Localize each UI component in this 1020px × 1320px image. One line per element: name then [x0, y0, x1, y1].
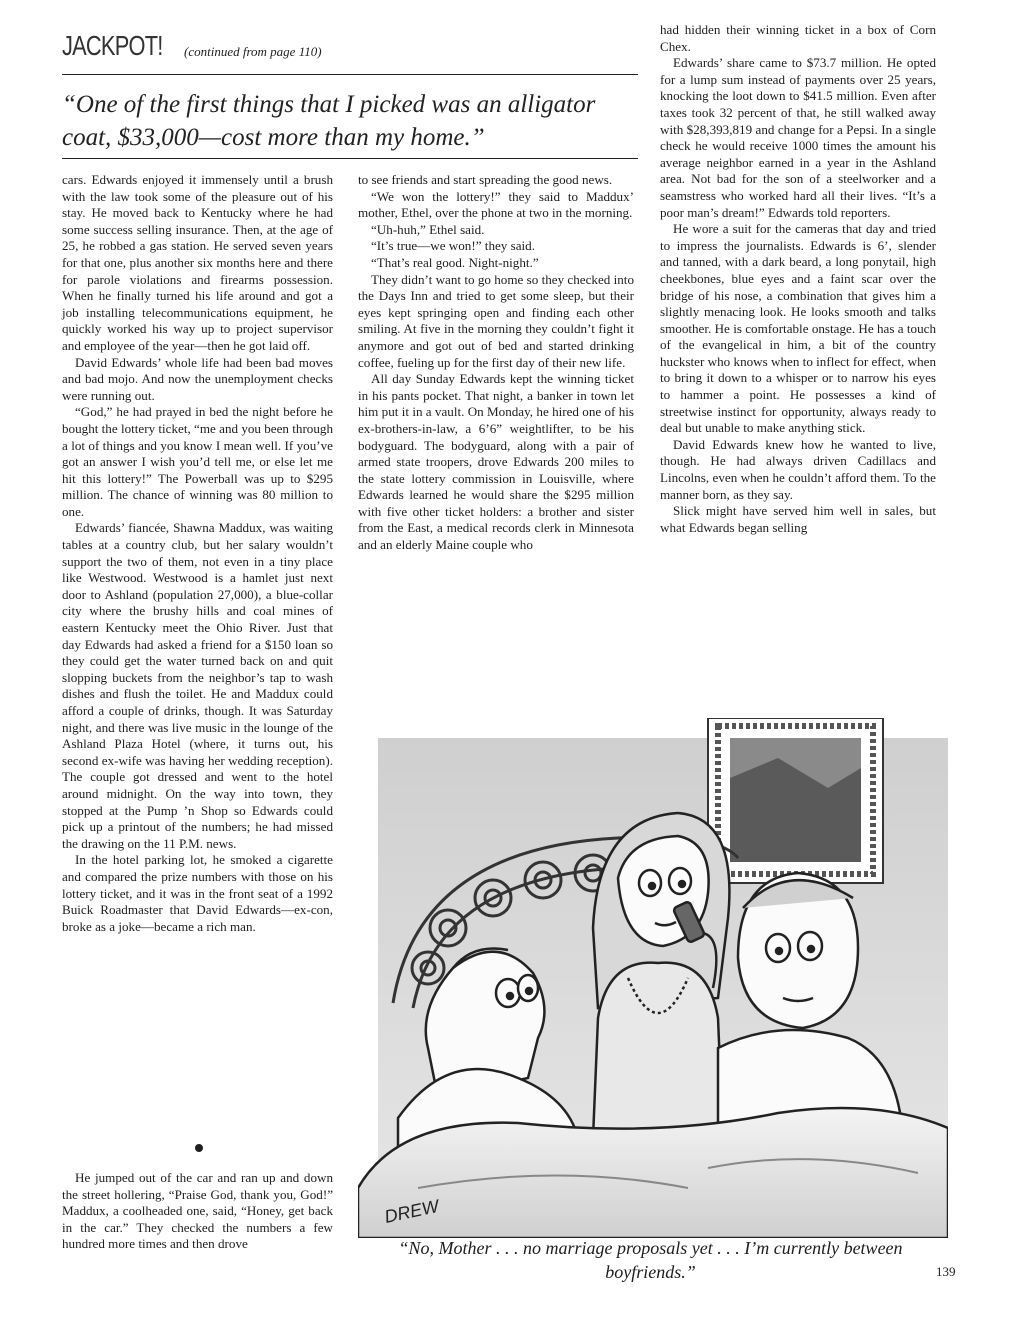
continued-note: (continued from page 110)	[184, 44, 322, 59]
paragraph: “It’s true—we won!” they said.	[371, 238, 535, 254]
cartoon-caption: “No, Mother . . . no marriage proposals yet . . . I’m currently between boyfriends.”	[398, 1238, 903, 1282]
paragraph: Edwards’ share came to $73.7 million. He opted for a lump sum instead of payments over 25 years, knocking the loot down to $41.5 million. Even after taxes took 32 percent of that, he still walked away with $28,393,819 and change for a Pepsi. In a single check he would receive 1000 times the amount his average neighbor earned in a year in the Ashland area. Not bad for the son of a steelworker and a seamstress who worked hard all their lives. “It’s a poor man’s dream!” Edwards told reporters.	[660, 55, 936, 220]
paragraph: In the hotel parking lot, he smoked a cigarette and compared the prize numbers with those on his lottery ticket, and it was in the front seat of a 1992 Buick Roadmaster that David Edwards—ex-con, broke as a joke—became a rich man.	[62, 852, 333, 934]
pull-quote-rule	[62, 158, 638, 159]
paragraph: All day Sunday Edwards kept the winning ticket in his pants pocket. That night, a banker in town let him put it in a vault. On Monday, he hired one of his ex-brothers-in-law, a 6’6” weightlifter, to be his bodyguard. The bodyguard, along with a pair of armed state troopers, drove Edwards 200 miles to the state lottery commission in Louisville, where Edwards learned he would share the $295 million with five other ticket holders: a brother and sister from the East, a medical records clerk in Minnesota and an elderly Maine couple who	[358, 371, 634, 553]
paragraph: to see friends and start spreading the good news.	[358, 172, 613, 187]
bed-blanket	[358, 1108, 948, 1238]
paragraph: They didn’t want to go home so they checked into the Days Inn and tried to get some sleep, but their eyes kept springing open and finding each other smiling. At five in the morning they couldn’t fight it anymore and got out of bed and started drinking coffee, fueling up for the first day of their new life.	[358, 271, 634, 370]
paragraph: David Edwards knew how he wanted to live, though. He had always driven Cadillacs and Lincolns, even when he couldn’t afford them. To the manner born, as they say.	[660, 436, 936, 502]
article-header	[62, 30, 638, 74]
text-column-2	[358, 172, 634, 554]
paragraph: David Edwards’ whole life had been bad moves and bad mojo. And now the unemployment checks were running out.	[62, 354, 333, 403]
paragraph: had hidden their winning ticket in a box of Corn Chex.	[660, 22, 936, 54]
artist-signature: DREW	[382, 1195, 441, 1227]
paragraph: “God,” he had prayed in bed the night before he bought the lottery ticket, “me and you been through a lot of things and you know I mean well. If you’ve got an answer I wish you’d tell me, or else let me hit this lottery!” The Powerball was up to $295 million. The chance of winning was 80 million to one.	[62, 404, 333, 519]
paragraph: He wore a suit for the cameras that day and tried to impress the journalists. Edwards is 6’, slender and tanned, with a dark beard, a long ponytail, high cheekbones, blue eyes and a faint scar over the bridge of his nose, a combination that gives him a slightly menacing look. He looks smooth and talks smoother. He is comfortable onstage. He has a touch of the evangelical in him, a bit of the country huckster who knows when to inflect for effect, when to bring it down to a whisper or to narrow his eyes to hammer a point. He possesses a kind of streetwise instinct for opportunity, always ready to deal but unable to make anything stick.	[660, 221, 936, 436]
header-rule	[62, 74, 638, 75]
paragraph: “That’s real good. Night-night.”	[371, 254, 539, 270]
text-column-1-continued	[62, 1170, 333, 1253]
paragraph: He jumped out of the car and ran up and down the street hollering, “Praise God, thank you, God!” Maddux, a coolheaded one, said, “Honey, get back in the car.” They checked the numbers a few hundred more times and then drove	[62, 1170, 333, 1252]
paragraph: “We won the lottery!” they said to Maddux’ mother, Ethel, over the phone at two in the morning.	[358, 188, 634, 221]
text-column-3	[660, 22, 936, 536]
text-column-1	[62, 172, 333, 935]
paragraph: “Uh-huh,” Ethel said.	[371, 221, 485, 237]
paragraph: cars. Edwards enjoyed it immensely until a brush with the law took some of the pleasure out of his stay. He moved back to Kentucky where he had some success selling insurance. Then, at the age of 25, he robbed a gas station. He served seven years for that one, plus another six months here and there for parole violations and firearms possession. When he finally turned his life around and got a job installing telecommunications equipment, he quickly worked his way up to project supervisor and employee of the year—then he got laid off.	[62, 172, 333, 353]
woman-on-phone-figure	[593, 813, 729, 1138]
article-kicker: JACKPOT!	[62, 30, 163, 61]
section-break-bullet	[195, 1144, 203, 1152]
cartoon-illustration	[358, 718, 948, 1238]
page-number: 139	[936, 1264, 956, 1279]
pull-quote: “One of the first things that I picked was an alligator coat, $33,000—cost more than my home.”	[62, 91, 596, 151]
framed-picture	[708, 718, 883, 883]
paragraph: Edwards’ fiancée, Shawna Maddux, was waiting tables at a country club, but her salary wouldn’t support the two of them, not even in a tiny place like Westwood. Westwood is a hamlet just next door to Ashland (population 27,000), a blue-collar city where the brushy hills and coal mines of eastern Kentucky meet the Ohio River. Just that day Edwards had asked a friend for a $150 loan so they could get the water turned back on and quit slopping buckets from the neighbor’s tap to wash dishes and flush the toilet. He and Maddux could afford a couple of drinks, though. It was Saturday night, and there was live music in the lounge of the Ashland Plaza Hotel (where, it turns out, his second ex-wife was having her wedding reception). The couple got dressed and went to the hotel around midnight. On the way into town, they stopped at the Pump ’n Shop so Edwards could pick up a printout of the numbers; he had missed the drawing on the 11 P.M. news.	[62, 520, 333, 851]
paragraph: Slick might have served him well in sales, but what Edwards began selling	[660, 503, 936, 535]
